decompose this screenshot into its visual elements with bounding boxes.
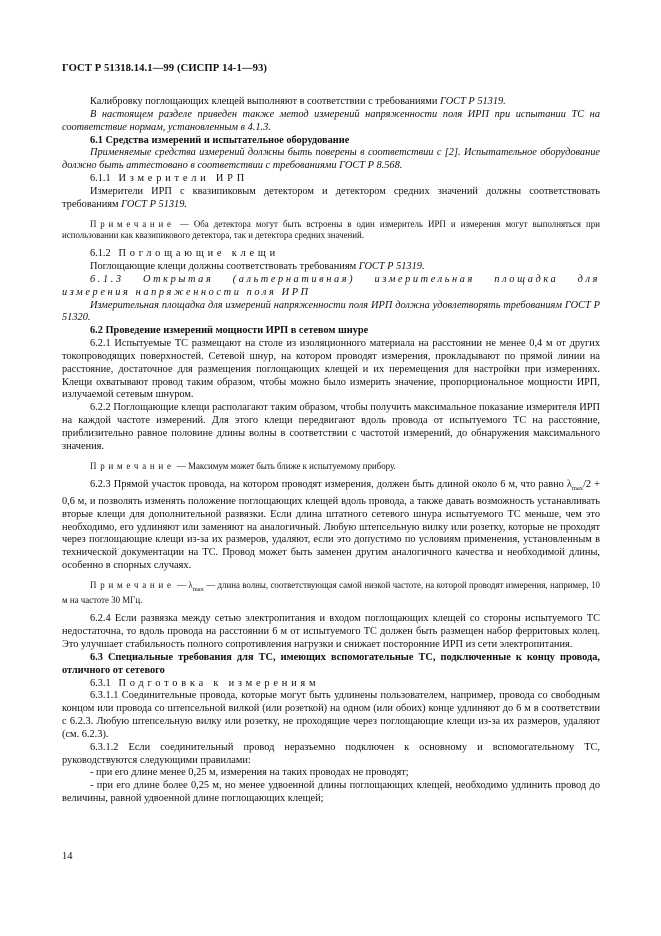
section-6-1-title: 6.1 Средства измерений и испытательное оборудование (90, 134, 350, 146)
section-6-3-title: 6.3 Специальные требования для ТС, имеющих вспомогательные ТС, подключенные к концу провода, отличного от сетевого (62, 651, 600, 676)
paragraph-6-1-1: Измерители ИРП с квазипиковым детектором и детектором средних значений должны соответствовать требованиям ГОСТ Р 51319. (62, 185, 600, 210)
standard-reference: ГОСТ Р 51319. (358, 261, 425, 273)
list-item: - при его длине менее 0,25 м, измерения на таких проводах не проводят; (90, 767, 409, 779)
paragraph-6-3-1-2: 6.3.1.2 Если соединительный провод неразъемно подключен к основному и вспомогательному ТС, руководствуются следующими правилами: (62, 741, 600, 766)
section-6-1-3-title: 6.1.3 Открытая (альтернативная) измерительная площадка для измерения напряженности поля ИРП (62, 273, 600, 298)
section-6-1-2-title: 6.1.2 Поглощающие клещи (90, 248, 279, 260)
paragraph-method: В настоящем разделе приведен также метод измерений напряженности поля ИРП при испытании ТС на соответствие нормам, установленным в 4.1.3. (62, 108, 600, 133)
lambda-subscript: max (571, 485, 584, 493)
standard-reference: ГОСТ Р 51319. (121, 198, 187, 210)
paragraph-6-1-2: Поглощающие клещи должны соответствовать требованиям ГОСТ Р 51319. (90, 261, 425, 273)
paragraph-6-2-3: 6.2.3 Прямой участок провода, на котором проводят измерения, должен быть длиной около 6 м, что равно $\lambda_{max}/2 + 0,6$ м, и позволять изменять положение поглощающих клещей вдоль провода, а также давать возможность устанавливать вторые клещи для дополнительной развязки. Если длина штатного сетевого шнура испытуемого ТС меньше, чем это необходимо, его удлиняют или заменяют на аналогичный. Любую штепсельную вилку или розетку, которые не проходят через поглощающие клещи из-за их размеров, удаляют, если это допустимо по условиям применения, установленным в технической документации на ТС. Провод может быть заменен другим аналогичного качества и необходимой длины, особенно в спорных случаях. (62, 478, 600, 572)
paragraph-6-2-2: 6.2.2 Поглощающие клещи располагают таким образом, чтобы получить максимальное показание измерителя ИРП на каждой частоте измерений. Для этого клещи передвигают вдоль провода от испытуемого ТС на расстояние, приблизительно равное половине длины волны в соответствии с частотой измерений, до обнаружения максимального значения. (62, 402, 600, 452)
paragraph-6-1: Применяемые средства измерений должны быть поверены в соответствии с [2]. Испытательное оборудование должно быть аттестовано в соответствии с требованиями ГОСТ Р 8.568. (62, 147, 600, 172)
paragraph-calibration: Калибровку поглощающих клещей выполняют в соответствии с требованиями ГОСТ Р 51319. (90, 96, 506, 107)
document-header: ГОСТ Р 51318.14.1—99 (СИСПР 14-1—93) (62, 63, 267, 74)
section-6-3-1-title: 6.3.1 Подготовка к измерениям (90, 677, 320, 689)
note-wavelength: Примечание — $\lambda_{max}$ — длина волны, соответствующая самой низкой частоте, на которой проводят измерения, например, 10 м на частоте 30 МГц. (62, 579, 600, 606)
note-detectors: Примечание — Оба детектора могут быть встроены в один измеритель ИРП и измерения могут выполняться при использовании как квазипикового детектора, так и детектора средних значений. (62, 218, 600, 240)
document-body (62, 96, 600, 806)
paragraph-6-2-1: 6.2.1 Испытуемые ТС размещают на столе из изоляционного материала на расстоянии не менее 0,4 м от других токопроводящих поверхностей. Сетевой шнур, на котором проводят измерения, прокладывают по прямой линии на расстояние, достаточное для размещения поглощающих клещей и их перемещения для настройки при измерениях. Клещи охватывают провод таким образом, чтобы можно было измерить значение, пропорциональное мощности ИРП, излучаемой сетевым шнуром. (62, 338, 600, 401)
page-number: 14 (62, 851, 73, 862)
note-maximum: Примечание — Максимум может быть ближе к испытуемому прибору. (90, 460, 396, 471)
section-6-2-title: 6.2 Проведение измерений мощности ИРП в сетевом шнуре (90, 325, 369, 337)
list-item: - при его длине более 0,25 м, но менее удвоенной длины поглощающих клещей, необходимо удлинить провод до величины, равной удвоенной длине поглощающих клещей; (62, 780, 600, 805)
section-6-1-1-title: 6.1.1 Измерители ИРП (90, 173, 248, 185)
standard-reference: ГОСТ Р 51319. (439, 96, 506, 107)
lambda-symbol: λ (566, 478, 572, 490)
paragraph-6-1-3: Измерительная площадка для измерений напряженности поля ИРП должна удовлетворять требованиям ГОСТ Р 51320. (62, 299, 600, 324)
paragraph-6-3-1-1: 6.3.1.1 Соединительные провода, которые могут быть удлинены пользователем, например, провода со свободным концом или провода со штепсельной вилкой (или розеткой) на одном (или обоих) конце удлиняют до 6 м в соответствии с 6.2.3. Любую штепсельную вилку или розетку, не проходящие через поглощающие клещи из-за их размеров, удаляют (см. 6.2.3). (62, 690, 600, 740)
paragraph-6-2-4: 6.2.4 Если развязка между сетью электропитания и входом поглощающих клещей со стороны испытуемого ТС недостаточна, то вдоль провода на расстоянии 6 м от испытуемого ТС должен быть размещен набор ферритовых колец. Это улучшает стабильность полного сопротивления нагрузки и снижает посторонние ИРП из сети электропитания. (62, 613, 600, 651)
